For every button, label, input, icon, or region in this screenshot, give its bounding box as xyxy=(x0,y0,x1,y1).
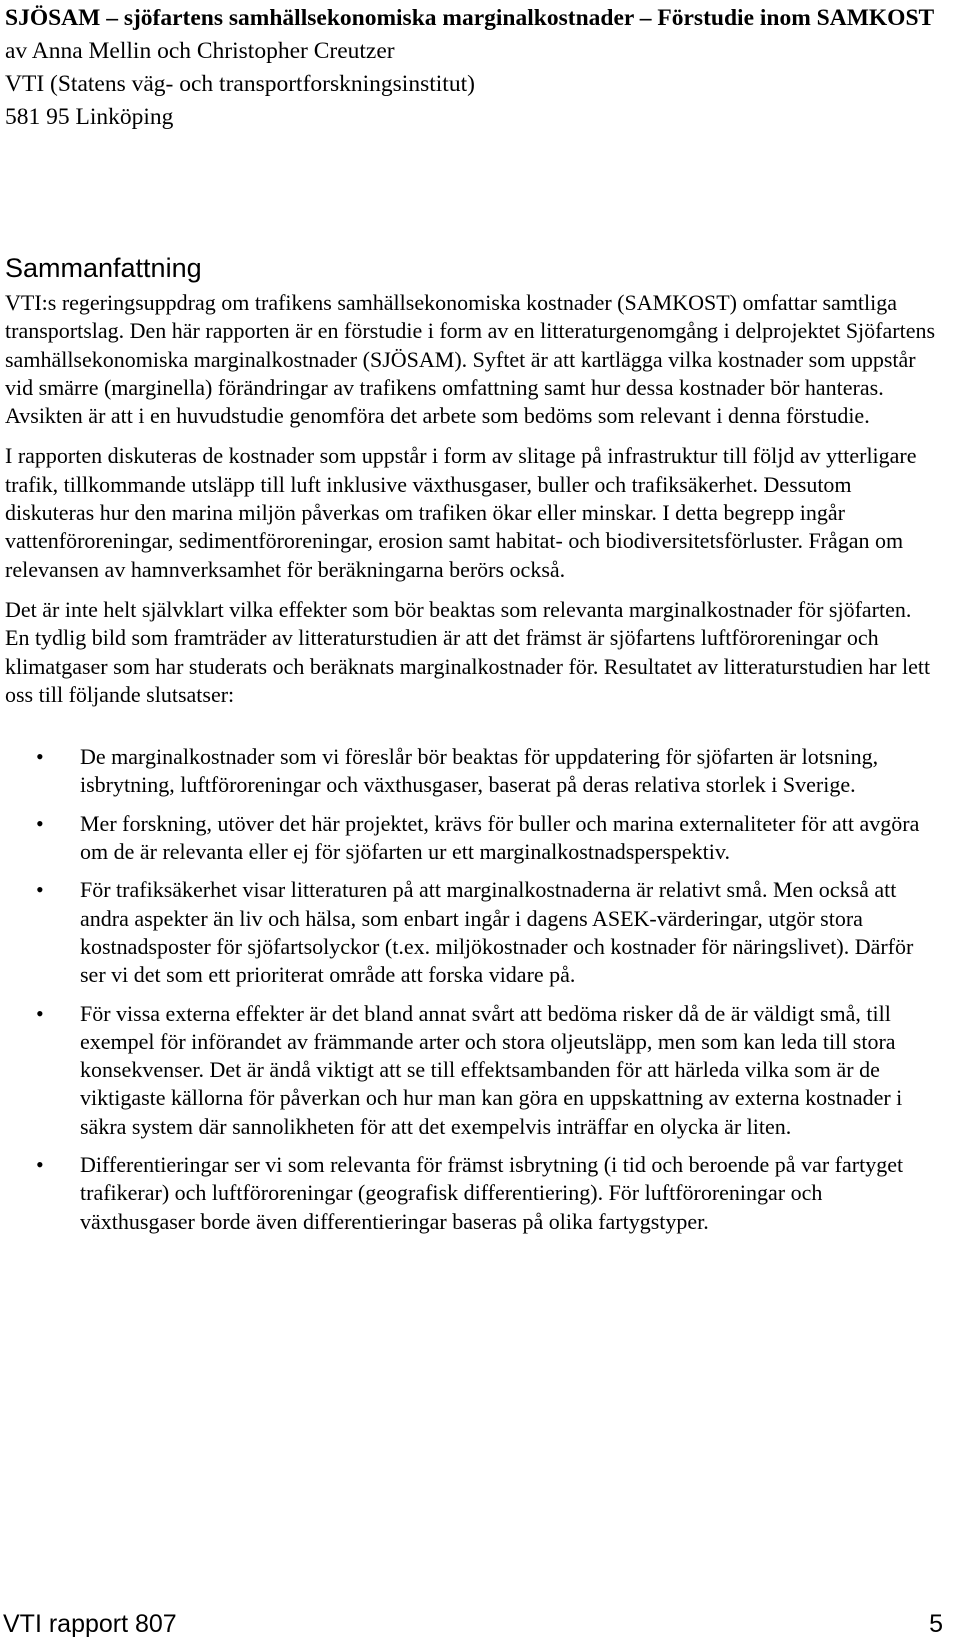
address-line: 581 95 Linköping xyxy=(5,104,174,130)
bullet-icon: • xyxy=(36,1152,44,1178)
bullet-icon: • xyxy=(36,744,44,770)
institute-line: VTI (Statens väg- och transportforskningsinstitut) xyxy=(5,71,475,97)
list-item xyxy=(5,1000,935,1141)
summary-paragraph: I rapporten diskuteras de kostnader som uppstår i form av slitage på infrastruktur till följd av ytterligare trafik, tillkommande utsläpp till luft inklusive växthusgaser, buller och trafiksäkerhet. Dessutom diskuteras hur den marina miljön påverkas om trafiken ökar eller minskar. I detta begrepp ingår vattenföroreningar, sedimentföroreningar, erosion samt habitat- och biodiversitetsförluster. Frågan om relevansen av hamnverksamhet för beräkningarna berörs också. xyxy=(5,443,917,582)
list-item xyxy=(5,1151,935,1236)
summary-paragraph: Det är inte helt självklart vilka effekter som bör beaktas som relevanta marginalkostnader för sjöfarten. En tydlig bild som framträder av litteraturstudien är att det främst är sjöfartens luftföroreningar och klimatgaser som har studerats och beräknats marginalkostnader för. Resultatet av litteraturstudien har lett oss till följande slutsatser: xyxy=(5,596,931,707)
summary-heading: Sammanfattning xyxy=(5,253,202,283)
list-item xyxy=(5,876,935,989)
page-footer xyxy=(3,1608,943,1642)
list-item xyxy=(5,743,935,800)
page-number: 5 xyxy=(929,1610,943,1638)
list-item-text: Differentieringar ser vi som relevanta för främst isbrytning (i tid och beroende på var fartyget trafikerar) och luftföroreningar (geografisk differentiering). För luftföroreningar och växthusgaser borde även differentieringar baseras på olika fartygstyper. xyxy=(80,1152,904,1234)
report-number: VTI rapport 807 xyxy=(3,1610,177,1638)
summary-paragraph: VTI:s regeringsuppdrag om trafikens samhällsekonomiska kostnader (SAMKOST) omfattar samtliga transportslag. Den här rapporten är en förstudie i form av en litteraturgenomgång i delprojektet Sjöfartens samhällsekonomiska marginalkostnader (SJÖSAM). Syftet är att kartlägga vilka kostnader som uppstår vid smärre (marginella) förändringar av trafikens omfattning samt hur dessa kostnader bör hanteras. Avsikten är att i en huvudstudie genomföra det arbete som bedöms som relevant i denna förstudie. xyxy=(5,290,936,429)
list-item xyxy=(5,810,935,867)
list-item-text: För trafiksäkerhet visar litteraturen på att marginalkostnaderna är relativt små. Men också att andra aspekter än liv och hälsa, som enbart ingår i dagens ASEK-värderingar, utgör stora kostnadsposter för sjöfartsolyckor (t.ex. miljökostnader och kostnader för näringslivet). Därför ser vi det som ett prioriterat område att forska vidare på. xyxy=(80,877,914,988)
authors-line: av Anna Mellin och Christopher Creutzer xyxy=(5,38,395,64)
bullet-icon: • xyxy=(36,877,44,903)
conclusions-list xyxy=(5,743,935,1236)
list-item-text: De marginalkostnader som vi föreslår bör beaktas för uppdatering för sjöfarten är lotsning, isbrytning, luftföroreningar och växthusgaser, baserat på deras relativa storlek i Sverige. xyxy=(80,744,879,798)
bullet-icon: • xyxy=(36,810,44,836)
document-title: SJÖSAM – sjöfartens samhällsekonomiska marginalkostnader – Förstudie inom SAMKOST xyxy=(5,5,935,31)
bullet-icon: • xyxy=(36,1000,44,1026)
title-block xyxy=(5,2,945,134)
list-item-text: För vissa externa effekter är det bland annat svårt att bedöma risker då de är väldigt små, till exempel för införandet av främmande arter och stora oljeutsläpp, men som kan leda till stora konsekvenser. Det är ändå viktigt att se till effektsambanden för att härleda vilka som är de viktigaste källorna för påverkan och hur man kan göra en uppskattning av externa kostnader i säkra system där sannolikheten för att det exempelvis inträffar en olycka är liten. xyxy=(80,1000,903,1139)
summary-body xyxy=(5,289,935,1246)
list-item-text: Mer forskning, utöver det här projektet, krävs för buller och marina externaliteter för att avgöra om de är relevanta eller ej för sjöfarten ur ett marginalkostnadsperspektiv. xyxy=(80,810,920,865)
